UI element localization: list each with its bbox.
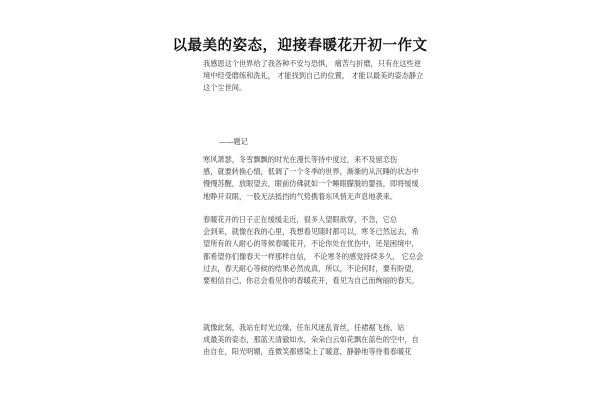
paragraph-3 xyxy=(203,322,419,359)
paragraph-line: 成最美的姿态，那蓝天清澈如水，朵朵白云如花飘在蓝色的空中，自 xyxy=(203,335,419,345)
paragraph-line: 要相信自己，你总会看见你的春暖花开，看见为自己而绚丽的春天。 xyxy=(203,275,419,285)
intro-line: 我感恩这个世界给了我各种不安与恐惧， 痛苦与折磨，只有在这些逆 xyxy=(203,59,421,68)
paragraph-2 xyxy=(203,214,424,287)
intro-line: 境中经受磨练和洗礼， 才能找到自己的位置， 才能以最美的姿态静立 xyxy=(203,71,424,81)
paragraph-line: 都希望你们像春天一样那样自信， 不论寒冬的感觉持续多久， 它总会 xyxy=(203,251,424,261)
paragraph-line: 会到来，就像在我的心里，我想看见随时都可以，寒冬已然远去，希 xyxy=(203,227,419,237)
paragraph-line: 望所有的人耐心的等候春暖花开，不论你处在忧伤中，还是困境中， xyxy=(203,239,419,249)
paragraph-line: 感，就要转换心情，低调了一个冬季的世界，渐渐的从沉睡的状态中 xyxy=(203,167,419,177)
paragraph-line: 就像此刻，我站在时光边缘，任东风迷乱青丝，任裙裾飞扬，站 xyxy=(203,323,405,332)
paragraph-1 xyxy=(203,154,419,203)
epigraph-signature: ——题记 xyxy=(219,137,248,146)
paragraph-line: 地睁开双眼，一股无法抵挡的气势携着东风悄无声息地袭来。 xyxy=(203,191,398,201)
paragraph-line: 寒风萧瑟，冬雪飘飘的时光在漫长等待中度过，来不及留恋伤 xyxy=(203,155,398,164)
paragraph-line: 过去，春天耐心等候的结果必然成真，所以，不论何时，要有盼望， xyxy=(203,263,419,273)
page-title: 以最美的姿态，迎接春暖花开初一作文 xyxy=(172,37,428,54)
paragraph-line: 春暖花开的日子正在缓缓走近，很多人望眼欲穿，不急，它总 xyxy=(203,215,398,224)
intro-line: 这个尘世间。 xyxy=(203,83,247,93)
paragraph-line: 由自在，阳光明媚，连微笑都感染上了暖意，静静地等待着春暖花 xyxy=(203,347,412,357)
intro-paragraph xyxy=(203,58,424,95)
paragraph-line: 慢慢苏醒，放眼望去，眼前仿佛就如一个睡眼朦胧的婴孩，即将缓缓 xyxy=(203,179,419,189)
